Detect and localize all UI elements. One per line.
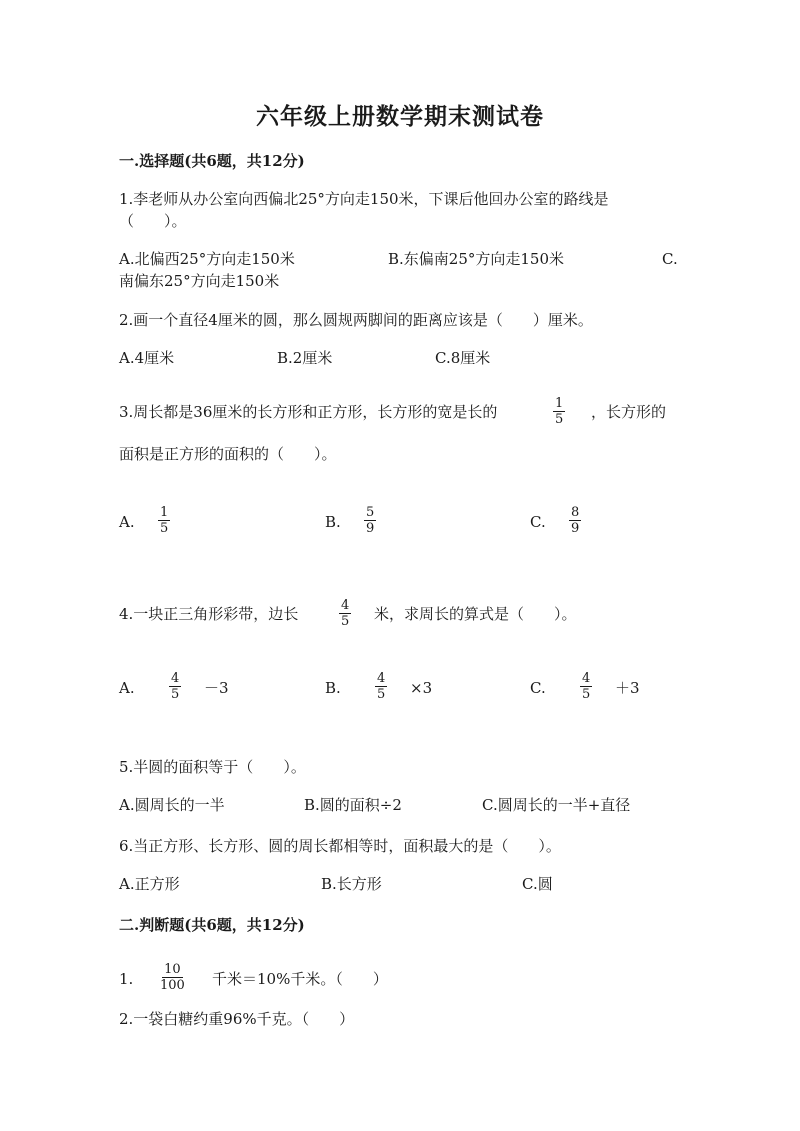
- question-4-text: 4.一块正三角形彩带，边长: [119, 605, 299, 623]
- fraction-denominator: 5: [171, 687, 180, 702]
- question-4-option-c-label: C.: [530, 679, 546, 697]
- fraction-denominator: 5: [582, 687, 591, 702]
- question-4-option-a-label: A.: [119, 679, 135, 697]
- question-1-option-c: 南偏东25°方向走150米: [119, 272, 280, 290]
- fraction-denominator: 5: [555, 412, 564, 427]
- fraction-numerator: 4: [341, 598, 350, 613]
- fraction-numerator: 1: [160, 505, 169, 520]
- question-1-option-a: A.北偏西25°方向走150米: [119, 250, 295, 268]
- question-2-option-c: C.8厘米: [435, 349, 491, 367]
- judgement-1-text: 千米＝10%千米。（ ）: [212, 970, 388, 988]
- question-5-option-b: B.圆的面积÷2: [304, 796, 402, 814]
- question-5-option-a: A.圆周长的一半: [119, 796, 225, 814]
- question-3-fraction: [553, 397, 565, 426]
- fraction-numerator: 1: [555, 396, 564, 411]
- question-3-option-c-label: C.: [530, 513, 546, 531]
- question-4-option-b-fraction: [375, 672, 387, 701]
- question-5-text: 5.半圆的面积等于（ ）。: [119, 758, 306, 776]
- question-3-text-after: ，长方形的: [591, 403, 667, 421]
- fraction-numerator: 10: [164, 962, 181, 977]
- fraction-denominator: 9: [366, 521, 375, 536]
- question-6-option-a: A.正方形: [119, 875, 180, 893]
- fraction-numerator: 4: [582, 671, 591, 686]
- judgement-1-fraction: [160, 963, 185, 992]
- question-6-option-b: B.长方形: [321, 875, 382, 893]
- fraction-denominator: 100: [160, 978, 185, 993]
- question-3-option-b-fraction: [364, 506, 376, 535]
- judgement-2-text: 2.一袋白糖约重96%千克。（ ）: [119, 1010, 355, 1028]
- question-4-text-after: 米，求周长的算式是（ ）。: [374, 605, 577, 623]
- question-4-option-b-label: B.: [325, 679, 341, 697]
- question-5-option-c: C.圆周长的一半+直径: [482, 796, 631, 814]
- question-4-option-a-fraction: [169, 672, 181, 701]
- judgement-1-label: 1.: [119, 970, 134, 988]
- question-4-fraction: [339, 599, 351, 628]
- question-4-option-b-operation: ×3: [410, 679, 433, 697]
- section-header-judgement: 二.判断题(共6题，共12分): [119, 916, 305, 934]
- fraction-denominator: 5: [341, 614, 350, 629]
- section-header-choice: 一.选择题(共6题，共12分): [119, 152, 305, 170]
- question-1-text: 1.李老师从办公室向西偏北25°方向走150米，下课后他回办公室的路线是: [119, 190, 609, 208]
- question-3-option-a-fraction: [158, 506, 170, 535]
- question-3-line-2: 面积是正方形的面积的（ ）。: [119, 445, 337, 463]
- fraction-numerator: 8: [571, 505, 580, 520]
- question-4-option-c-operation: ＋3: [615, 679, 640, 697]
- question-3-option-b-label: B.: [325, 513, 341, 531]
- question-2-option-a: A.4厘米: [119, 349, 175, 367]
- fraction-denominator: 9: [571, 521, 580, 536]
- fraction-denominator: 5: [160, 521, 169, 536]
- question-3-option-a-label: A.: [119, 513, 135, 531]
- question-2-text: 2.画一个直径4厘米的圆，那么圆规两脚间的距离应该是（ ）厘米。: [119, 311, 593, 329]
- fraction-numerator: 4: [377, 671, 386, 686]
- question-4-option-a-operation: －3: [204, 679, 229, 697]
- question-2-option-b: B.2厘米: [277, 349, 333, 367]
- question-6-option-c: C.圆: [522, 875, 553, 893]
- question-1-option-b: B.东偏南25°方向走150米: [388, 250, 565, 268]
- fraction-numerator: 4: [171, 671, 180, 686]
- question-3-text: 3.周长都是36厘米的长方形和正方形，长方形的宽是长的: [119, 403, 498, 421]
- question-3-option-c-fraction: [569, 506, 581, 535]
- question-1-blank: （ ）。: [119, 212, 187, 230]
- page-title: 六年级上册数学期末测试卷: [256, 103, 544, 130]
- question-1-option-c-label: C.: [662, 250, 678, 268]
- question-6-text: 6.当正方形、长方形、圆的周长都相等时，面积最大的是（ ）。: [119, 837, 561, 855]
- fraction-denominator: 5: [377, 687, 386, 702]
- question-4-option-c-fraction: [580, 672, 592, 701]
- fraction-numerator: 5: [366, 505, 375, 520]
